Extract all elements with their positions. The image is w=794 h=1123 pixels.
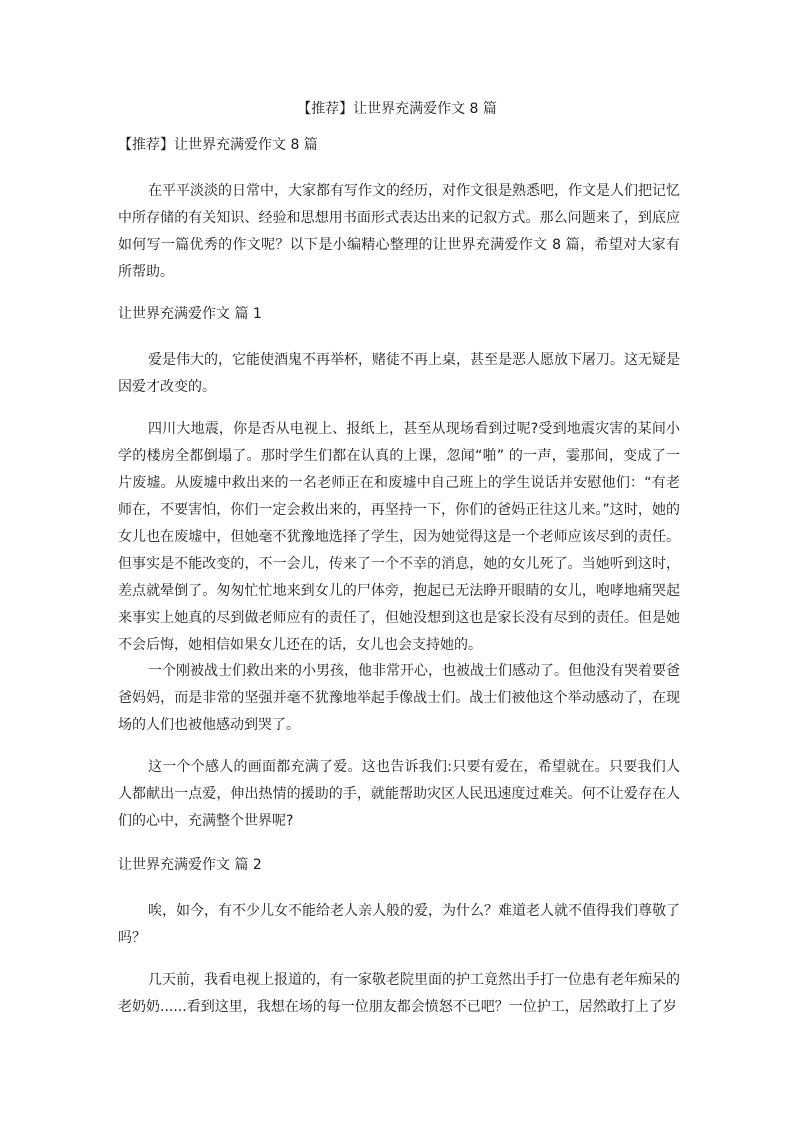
- document-subtitle: 【推荐】让世界充满爱作文 8 篇: [118, 137, 318, 153]
- section-2-paragraph-1: 唉，如今，有不少儿女不能给老人亲人般的爱，为什么？难道老人就不值得我们尊敬了吗？: [118, 903, 680, 946]
- section-1-paragraph-1: 爱是伟大的，它能使酒鬼不再举杯，赌徒不再上桌，甚至是恶人愿放下屠刀。这无疑是因爱才改变的。: [118, 352, 680, 395]
- section-1-paragraph-3: 一个刚被战士们救出来的小男孩，他非常开心，也被战士们感动了。但他没有哭着要爸爸妈妈，而是非常的坚强并毫不犹豫地举起手像战士们。战士们被他这个举动感动了，在现场的人们也被他感动到哭了。: [118, 663, 680, 733]
- intro-paragraph: 在平平淡淡的日常中，大家都有写作文的经历，对作文很是熟悉吧，作文是人们把记忆中所存储的有关知识、经验和思想用书面形式表达出来的记叙方式。那么问题来了，到底应如何写一篇优秀的作文呢？以下是小编精心整理的让世界充满爱作文 8 篇，希望对大家有所帮助。: [118, 183, 680, 280]
- section-1-paragraph-2: 四川大地震，你是否从电视上、报纸上，甚至从现场看到过呢?受到地震灾害的某间小学的楼房全都倒塌了。那时学生们都在认真的上课，忽闻“啪” 的一声，霎那间，变成了一片废墟。从废墟中救出来的一名老师正在和废墟中自己班上的学生说话并安慰他们：“有老师在，不要害怕，你们一定会救出来的，再坚持一下，你们的爸妈正往这儿来。”这时，她的女儿也在废墟中，但她毫不犹豫地选择了学生，因为她觉得这是一个老师应该尽到的责任。但事实是不能改变的，不一会儿，传来了一个不幸的消息，她的女儿死了。当她听到这时，差点就晕倒了。匆匆忙忙地来到女儿的尸体旁，抱起已无法睁开眼睛的女儿，咆哮地痛哭起来事实上她真的尽到做老师应有的责任了，但她没想到这也是家长没有尽到的责任。但是她不会后悔，她相信如果女儿还在的话，女儿也会支持她的。: [118, 421, 680, 653]
- section-1-paragraph-4: 这一个个感人的画面都充满了爱。这也告诉我们:只要有爱在，希望就在。只要我们人人都献出一点爱，伸出热情的援助的手，就能帮助灾区人民迅速度过难关。何不让爱存在人们的心中，充满整个世界呢?: [118, 759, 680, 829]
- document-title: 【推荐】让世界充满爱作文 8 篇: [297, 101, 497, 117]
- section-1-heading: 让世界充满爱作文 篇 1: [118, 306, 262, 322]
- section-2-paragraph-2: 几天前，我看电视上报道的，有一家敬老院里面的护工竟然出手打一位患有老年痴呆的老奶奶......看到这里，我想在场的每一位朋友都会愤怒不已吧？一位护工，居然敢打上了岁: [118, 972, 680, 1015]
- section-2-heading: 让世界充满爱作文 篇 2: [118, 857, 262, 873]
